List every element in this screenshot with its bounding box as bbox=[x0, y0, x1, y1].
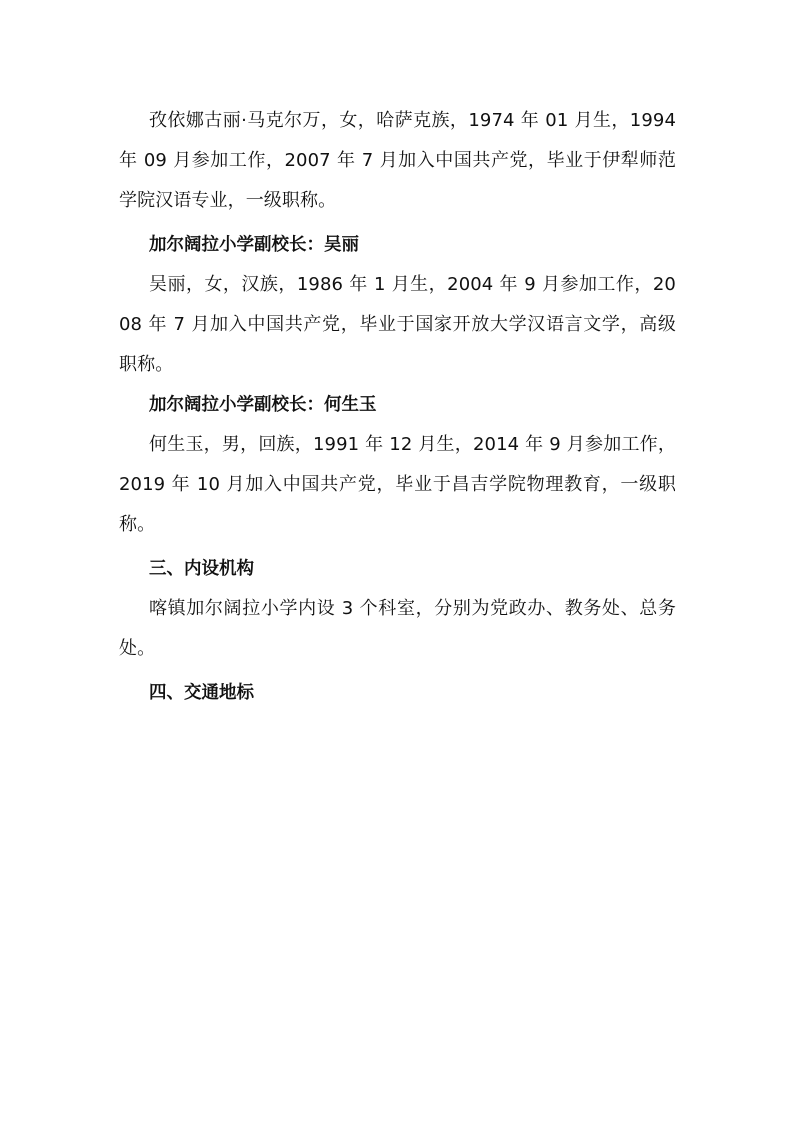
internal-structure-paragraph: 喀镇加尔阔拉小学内设 3 个科室，分别为党政办、教务处、总务处。 bbox=[119, 598, 676, 659]
profile-paragraph-heshengyu: 何生玉，男，回族，1991 年 12 月生，2014 年 9 月参加工作，2019 年 10 月加入中国共产党，毕业于昌吉学院物理教育，一级职称。 bbox=[119, 434, 676, 535]
section-heading-internal-structure: 三、内设机构 bbox=[149, 559, 254, 579]
section-heading-transport-landmarks: 四、交通地标 bbox=[149, 683, 254, 703]
document-body bbox=[119, 101, 676, 713]
heading-vice-principal-heshengyu: 加尔阔拉小学副校长：何生玉 bbox=[149, 395, 377, 415]
profile-paragraph-wuli: 吴丽，女，汉族，1986 年 1 月生，2004 年 9 月参加工作，2008 年 7 月加入中国共产党，毕业于国家开放大学汉语言文学，高级职称。 bbox=[119, 274, 676, 375]
profile-paragraph-ziyinaguli: 孜依娜古丽·马克尔万，女，哈萨克族，1974 年 01 月生，1994 年 09 月参加工作，2007 年 7 月加入中国共产党，毕业于伊犁师范学院汉语专业，一级职称。 bbox=[119, 110, 676, 211]
heading-vice-principal-wuli: 加尔阔拉小学副校长：吴丽 bbox=[149, 235, 359, 255]
